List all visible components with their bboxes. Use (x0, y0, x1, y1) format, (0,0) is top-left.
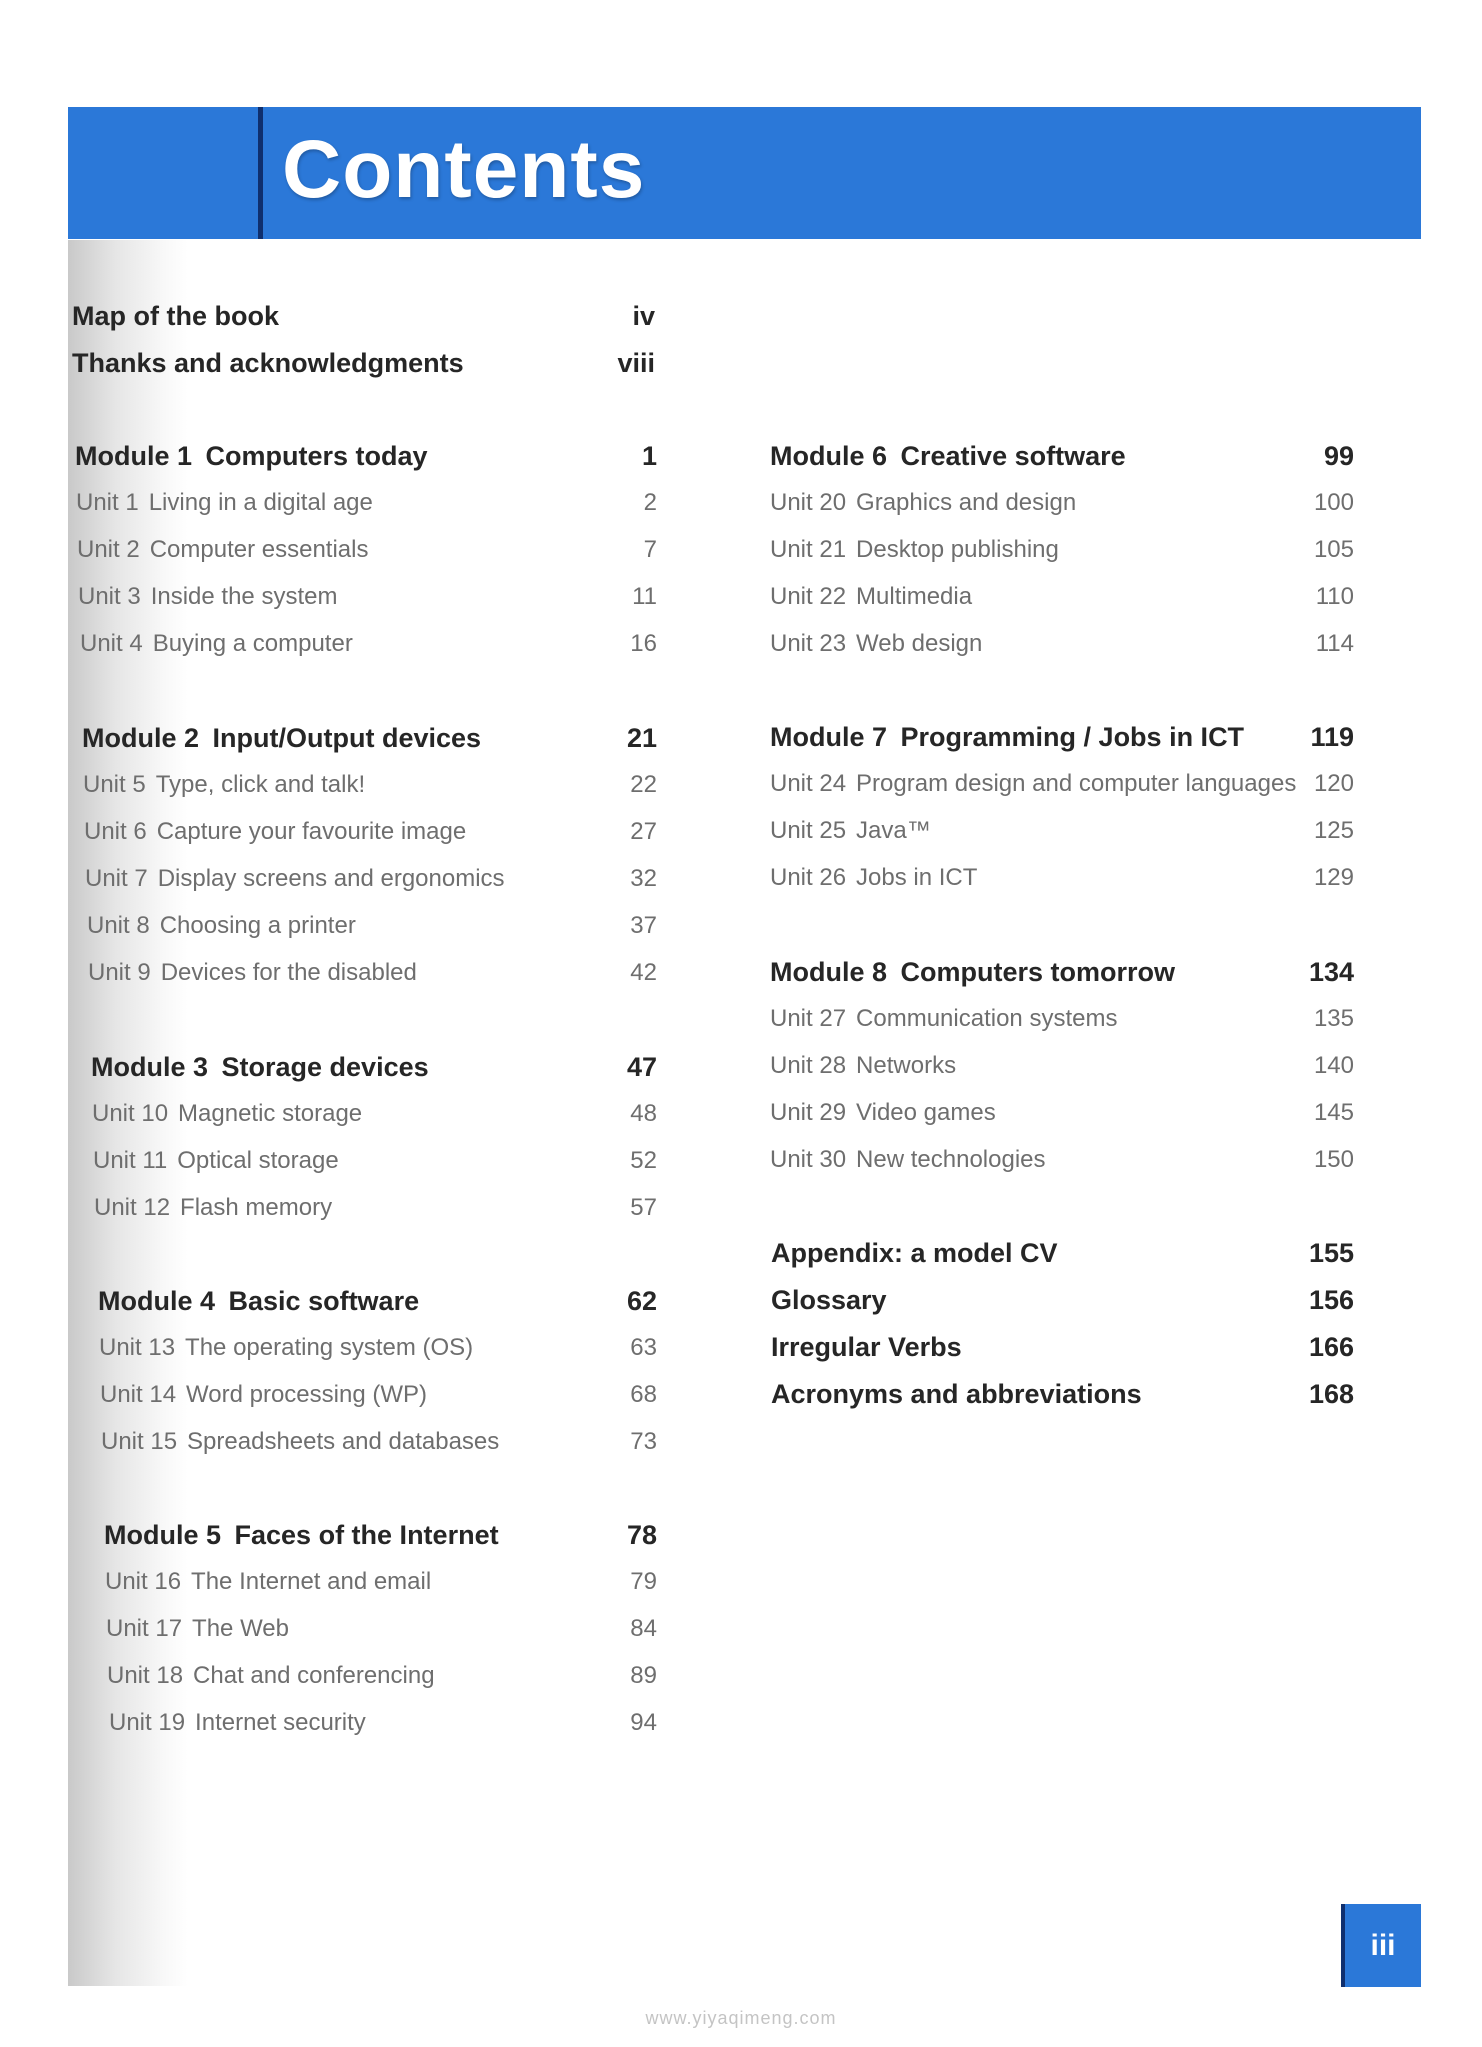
module-number: Module 3 (91, 1052, 209, 1082)
entry-page-number: 73 (630, 1428, 657, 1455)
unit-number: Unit 23 (770, 630, 847, 657)
module-number: Module 2 (82, 723, 200, 753)
page-number: iii (1370, 1929, 1396, 1962)
unit-title: Word processing (WP) (186, 1381, 427, 1408)
toc-unit-entry (105, 1562, 657, 1602)
entry-page-number: 135 (1313, 1005, 1354, 1032)
toc-unit-entry (770, 1140, 1354, 1180)
entry-label (770, 624, 982, 664)
unit-title: Multimedia (856, 583, 973, 610)
unit-number: Unit 3 (78, 583, 141, 610)
module-number: Module 6 (770, 441, 888, 471)
module-title: Basic software (228, 1286, 420, 1316)
unit-number: Unit 21 (770, 536, 847, 563)
entry-label (770, 1046, 956, 1086)
unit-title: The Internet and email (191, 1568, 432, 1595)
unit-title: Graphics and design (856, 489, 1077, 516)
entry-label (771, 1327, 962, 1367)
unit-number: Unit 13 (99, 1334, 176, 1361)
unit-title: Java™ (856, 817, 931, 844)
module-title: Computers tomorrow (900, 957, 1176, 987)
unit-title: Communication systems (856, 1005, 1118, 1032)
entry-label (107, 1656, 435, 1696)
entry-page-number: 62 (626, 1286, 657, 1316)
module-number: Module 4 (98, 1286, 216, 1316)
entry-label (109, 1703, 366, 1743)
unit-number: Unit 15 (101, 1428, 178, 1455)
entry-page-number: 2 (643, 489, 657, 516)
contents-header-band (68, 107, 1421, 239)
entry-label (78, 577, 337, 617)
entry-label (105, 1562, 431, 1602)
toc-module-entry (82, 718, 657, 758)
toc-module-entry (72, 296, 655, 336)
unit-title: Inside the system (150, 583, 338, 610)
unit-number: Unit 24 (770, 770, 847, 797)
toc-unit-entry (770, 1046, 1354, 1086)
entry-page-number: 32 (630, 865, 657, 892)
toc-module-entry (771, 1280, 1354, 1320)
entry-label (770, 483, 1076, 523)
module-title: Irregular Verbs (771, 1332, 962, 1362)
entry-page-number: 89 (630, 1662, 657, 1689)
entry-page-number: 52 (630, 1147, 657, 1174)
entry-label (99, 1328, 473, 1368)
entry-page-number: 1 (641, 441, 657, 471)
unit-title: Chat and conferencing (193, 1662, 435, 1689)
unit-number: Unit 14 (100, 1381, 177, 1408)
unit-number: Unit 30 (770, 1146, 847, 1173)
unit-number: Unit 10 (92, 1100, 169, 1127)
unit-number: Unit 7 (85, 865, 148, 892)
unit-number: Unit 16 (105, 1568, 182, 1595)
entry-page-number: 150 (1313, 1146, 1354, 1173)
unit-number: Unit 28 (770, 1052, 847, 1079)
toc-unit-entry (94, 1188, 657, 1228)
unit-number: Unit 4 (80, 630, 143, 657)
unit-title: Desktop publishing (856, 536, 1059, 563)
header-divider (258, 107, 263, 239)
unit-title: Spreadsheets and databases (187, 1428, 500, 1455)
unit-title: Internet security (195, 1709, 366, 1736)
entry-page-number: 100 (1313, 489, 1354, 516)
page-title: Contents (282, 124, 646, 215)
toc-module-entry (72, 343, 655, 383)
entry-page-number: 84 (630, 1615, 657, 1642)
entry-page-number: 140 (1313, 1052, 1354, 1079)
unit-number: Unit 1 (76, 489, 139, 516)
unit-title: The Web (192, 1615, 289, 1642)
entry-label (72, 343, 464, 383)
unit-number: Unit 25 (770, 817, 847, 844)
entry-page-number: 68 (630, 1381, 657, 1408)
unit-number: Unit 2 (77, 536, 140, 563)
module-title: Appendix: a model CV (771, 1238, 1058, 1268)
entry-page-number: viii (617, 348, 655, 378)
entry-page-number: 110 (1315, 583, 1354, 610)
entry-page-number: 166 (1308, 1332, 1354, 1362)
toc-module-entry (770, 436, 1354, 476)
entry-page-number: 125 (1313, 817, 1354, 844)
entry-label (770, 1140, 1046, 1180)
unit-number: Unit 20 (770, 489, 847, 516)
unit-title: Program design and computer languages (856, 770, 1297, 797)
entry-label (770, 717, 1244, 757)
entry-page-number: 11 (632, 583, 657, 610)
entry-page-number: 114 (1315, 630, 1354, 657)
module-title: Input/Output devices (212, 723, 482, 753)
toc-unit-entry (83, 765, 657, 805)
toc-unit-entry (92, 1094, 657, 1134)
entry-page-number: 47 (626, 1052, 657, 1082)
toc-module-entry (771, 1374, 1354, 1414)
entry-label (87, 906, 356, 946)
entry-page-number: 156 (1308, 1285, 1354, 1315)
entry-label (770, 811, 931, 851)
entry-label (76, 483, 373, 523)
module-title: Faces of the Internet (234, 1520, 499, 1550)
toc-unit-entry (80, 624, 657, 664)
toc-unit-entry (770, 483, 1354, 523)
toc-module-entry (770, 717, 1354, 757)
toc-unit-entry (76, 483, 657, 523)
entry-page-number: 155 (1308, 1238, 1354, 1268)
entry-label (98, 1281, 419, 1321)
entry-page-number: 119 (1310, 722, 1354, 752)
entry-page-number: iv (632, 301, 655, 331)
unit-title: Video games (856, 1099, 996, 1126)
toc-module-entry (75, 436, 657, 476)
entry-page-number: 145 (1313, 1099, 1354, 1126)
unit-title: Devices for the disabled (160, 959, 417, 986)
entry-label (770, 436, 1126, 476)
entry-page-number: 42 (630, 959, 657, 986)
entry-label (84, 812, 466, 852)
watermark: www.yiyaqimeng.com (645, 2008, 837, 2028)
toc-unit-entry (109, 1703, 657, 1743)
entry-label (75, 436, 428, 476)
unit-title: Networks (856, 1052, 957, 1079)
entry-label (92, 1094, 362, 1134)
toc-unit-entry (770, 858, 1354, 898)
entry-label (83, 765, 365, 805)
toc-module-entry (770, 952, 1354, 992)
unit-title: Choosing a printer (159, 912, 356, 939)
entry-page-number: 63 (630, 1334, 657, 1361)
toc-unit-entry (770, 1093, 1354, 1133)
unit-number: Unit 26 (770, 864, 847, 891)
entry-label (88, 953, 417, 993)
unit-number: Unit 12 (94, 1194, 171, 1221)
entry-label (771, 1374, 1142, 1414)
entry-page-number: 129 (1313, 864, 1354, 891)
toc-unit-entry (78, 577, 657, 617)
toc-module-entry (98, 1281, 657, 1321)
entry-page-number: 27 (630, 818, 657, 845)
entry-page-number: 48 (630, 1100, 657, 1127)
module-title: Thanks and acknowledgments (72, 348, 464, 378)
entry-label (77, 530, 368, 570)
unit-title: The operating system (OS) (185, 1334, 474, 1361)
module-title: Computers today (205, 441, 428, 471)
toc-unit-entry (106, 1609, 657, 1649)
entry-label (94, 1188, 332, 1228)
toc-unit-entry (101, 1422, 657, 1462)
entry-label (770, 999, 1117, 1039)
toc-unit-entry (88, 953, 657, 993)
toc-module-entry (104, 1515, 657, 1555)
toc-unit-entry (77, 530, 657, 570)
entry-label (771, 1280, 887, 1320)
entry-label (101, 1422, 499, 1462)
unit-number: Unit 5 (83, 771, 146, 798)
unit-title: Type, click and talk! (155, 771, 366, 798)
entry-page-number: 105 (1313, 536, 1354, 563)
entry-page-number: 99 (1323, 441, 1354, 471)
toc-unit-entry (100, 1375, 657, 1415)
module-title: Programming / Jobs in ICT (900, 722, 1245, 752)
entry-page-number: 94 (630, 1709, 657, 1736)
entry-page-number: 79 (630, 1568, 657, 1595)
unit-number: Unit 17 (106, 1615, 183, 1642)
entry-page-number: 16 (630, 630, 657, 657)
entry-label (82, 718, 481, 758)
entry-label (771, 1233, 1058, 1273)
entry-label (770, 764, 1296, 804)
module-title: Glossary (771, 1285, 887, 1315)
entry-page-number: 7 (643, 536, 657, 563)
unit-title: Living in a digital age (148, 489, 373, 516)
entry-page-number: 22 (630, 771, 657, 798)
toc-unit-entry (107, 1656, 657, 1696)
entry-label (106, 1609, 289, 1649)
unit-title: Jobs in ICT (856, 864, 978, 891)
entry-label (770, 858, 977, 898)
unit-title: Optical storage (177, 1147, 339, 1174)
entry-label (91, 1047, 429, 1087)
module-title: Creative software (900, 441, 1126, 471)
toc-module-entry (771, 1233, 1354, 1273)
toc-unit-entry (770, 530, 1354, 570)
entry-page-number: 78 (626, 1520, 657, 1550)
unit-title: Web design (856, 630, 983, 657)
unit-number: Unit 9 (88, 959, 151, 986)
entry-page-number: 168 (1308, 1379, 1354, 1409)
toc-unit-entry (770, 811, 1354, 851)
toc-unit-entry (770, 764, 1354, 804)
entry-label (85, 859, 505, 899)
entry-page-number: 134 (1308, 957, 1354, 987)
unit-number: Unit 19 (109, 1709, 186, 1736)
toc-module-entry (771, 1327, 1354, 1367)
entry-page-number: 37 (630, 912, 657, 939)
toc-unit-entry (87, 906, 657, 946)
toc-unit-entry (99, 1328, 657, 1368)
toc-module-entry (91, 1047, 657, 1087)
toc-unit-entry (93, 1141, 657, 1181)
unit-number: Unit 6 (84, 818, 147, 845)
entry-page-number: 21 (626, 723, 657, 753)
entry-label (93, 1141, 339, 1181)
unit-title: Buying a computer (152, 630, 353, 657)
module-number: Module 1 (75, 441, 193, 471)
toc-unit-entry (84, 812, 657, 852)
unit-title: Capture your favourite image (156, 818, 467, 845)
toc-unit-entry (770, 577, 1354, 617)
unit-title: Magnetic storage (178, 1100, 363, 1127)
entry-label (770, 1093, 996, 1133)
unit-number: Unit 18 (107, 1662, 184, 1689)
toc-unit-entry (770, 624, 1354, 664)
entry-label (770, 952, 1175, 992)
module-title: Map of the book (72, 301, 279, 331)
module-title: Storage devices (221, 1052, 429, 1082)
entry-label (104, 1515, 499, 1555)
toc-unit-entry (85, 859, 657, 899)
module-number: Module 8 (770, 957, 888, 987)
entry-label (72, 296, 279, 336)
module-number: Module 5 (104, 1520, 222, 1550)
entry-label (100, 1375, 427, 1415)
unit-number: Unit 22 (770, 583, 847, 610)
entry-label (80, 624, 353, 664)
module-number: Module 7 (770, 722, 888, 752)
unit-number: Unit 27 (770, 1005, 847, 1032)
unit-title: Computer essentials (149, 536, 369, 563)
entry-page-number: 120 (1313, 770, 1354, 797)
unit-title: Display screens and ergonomics (157, 865, 505, 892)
entry-page-number: 57 (630, 1194, 657, 1221)
entry-label (770, 530, 1059, 570)
entry-label (770, 577, 972, 617)
unit-number: Unit 29 (770, 1099, 847, 1126)
unit-number: Unit 11 (93, 1147, 168, 1174)
module-title: Acronyms and abbreviations (771, 1379, 1142, 1409)
toc-unit-entry (770, 999, 1354, 1039)
unit-number: Unit 8 (87, 912, 150, 939)
unit-title: Flash memory (180, 1194, 333, 1221)
unit-title: New technologies (856, 1146, 1046, 1173)
